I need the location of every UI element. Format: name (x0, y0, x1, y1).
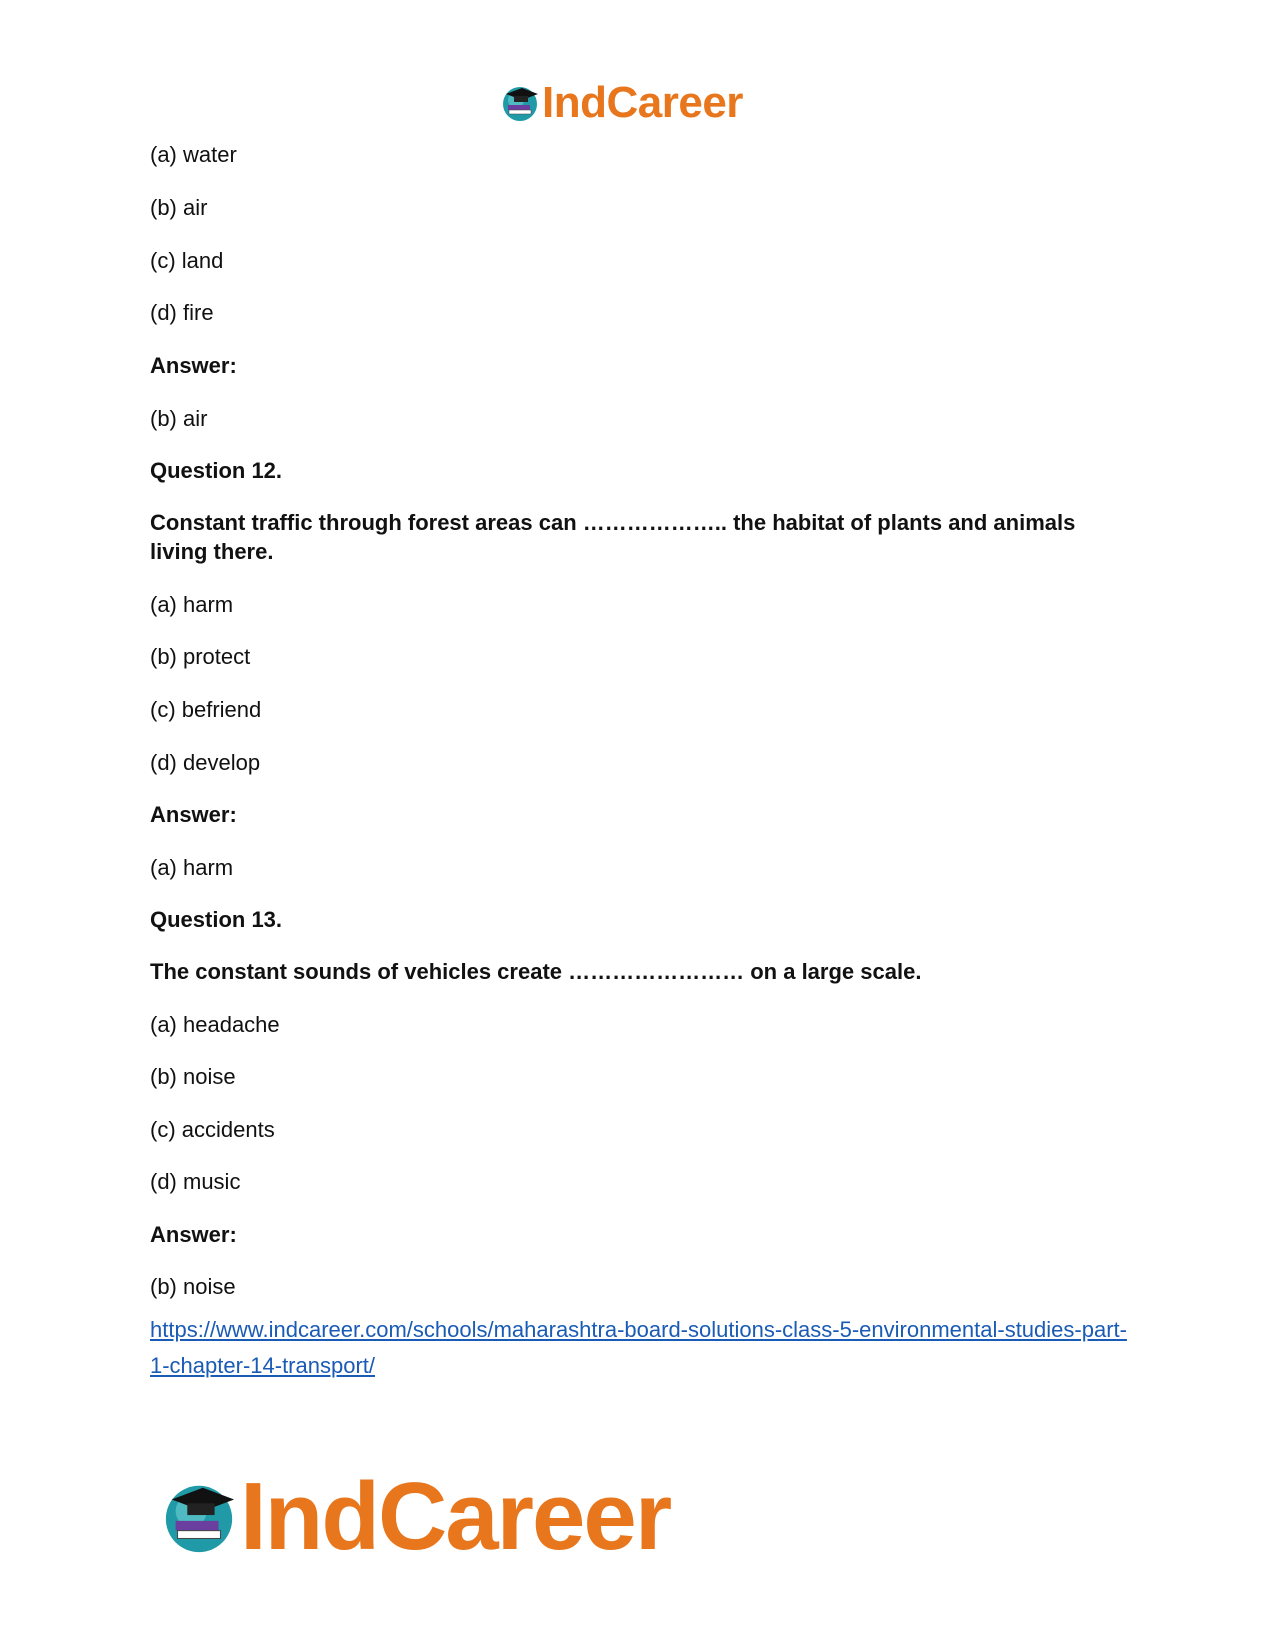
graduation-cap-globe-icon (500, 83, 540, 123)
answer-text: (a) harm (150, 855, 234, 880)
footer-logo (160, 1462, 670, 1572)
question-text: Constant traffic through forest areas can ……………….. the habitat of plants and animals living there. (150, 510, 1076, 564)
option-text: (a) water (150, 142, 237, 167)
footer-logo-text: IndCareer (240, 1463, 671, 1570)
option-text: (b) noise (150, 1064, 236, 1089)
question-title: Question 12. (150, 458, 283, 483)
answer-label: Answer: (150, 1222, 237, 1247)
answer-label: Answer: (150, 353, 237, 378)
option-text: (d) develop (150, 750, 261, 775)
question-title: Question 13. (150, 907, 283, 932)
option-text: (d) fire (150, 300, 214, 325)
question-text: The constant sounds of vehicles create …………………… on a large scale. (150, 959, 922, 984)
option-text: (a) headache (150, 1012, 280, 1037)
option-text: (a) harm (150, 592, 234, 617)
answer-text: (b) air (150, 406, 208, 431)
option-text: (c) accidents (150, 1117, 275, 1142)
source-link[interactable]: https://www.indcareer.com/schools/maharashtra-board-solutions-class-5-environmental-studies-part-1-chapter-14-transport/ (150, 1317, 1127, 1378)
answer-text: (b) noise (150, 1274, 236, 1299)
answer-label: Answer: (150, 802, 237, 827)
option-text: (c) land (150, 248, 224, 273)
header-logo (500, 78, 743, 128)
option-text: (b) protect (150, 644, 251, 669)
option-text: (b) air (150, 195, 208, 220)
header-logo-text: IndCareer (542, 78, 743, 127)
option-text: (d) music (150, 1169, 241, 1194)
graduation-cap-globe-icon (160, 1478, 238, 1556)
option-text: (c) befriend (150, 697, 262, 722)
